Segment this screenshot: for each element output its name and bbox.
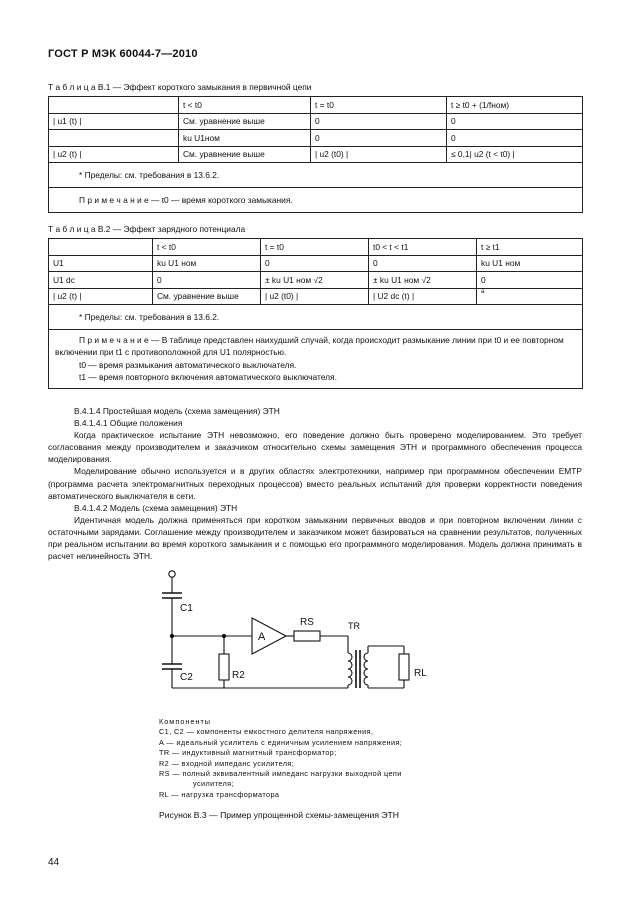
table-note-t1: t1 — время повторного включения автоматического выключателя.	[79, 372, 337, 383]
table-cell: 0	[369, 255, 477, 272]
table-cell: ku U1ном	[179, 130, 311, 147]
legend-item: усилителя;	[193, 779, 234, 789]
label-c2: C2	[180, 672, 193, 683]
table-row	[49, 239, 583, 256]
table-row	[49, 305, 583, 330]
table-cell: | u2 (t0) |	[311, 146, 447, 163]
table-cell: U1	[49, 255, 153, 272]
table-row	[49, 330, 583, 389]
table-row	[49, 130, 583, 147]
table-cell	[49, 130, 179, 147]
table-cell: ± ku U1 ном √2	[261, 272, 369, 289]
body-text	[48, 405, 582, 562]
table-cell: ≤ 0,1| u2 (t < t0) |	[447, 146, 583, 163]
table2-caption: Т а б л и ц а В.2 — Эффект зарядного потенциала	[48, 224, 246, 234]
legend-item: A — идеальный усилитель с единичным усилением напряжения;	[159, 737, 403, 747]
section-heading: В.4.1.4.1 Общие положения	[74, 418, 183, 429]
table1	[48, 96, 583, 213]
table-cell: 0	[311, 130, 447, 147]
table-row	[49, 97, 583, 114]
table-cell: | u2 (t0) |	[261, 288, 369, 305]
label-tr: TR	[348, 621, 360, 631]
label-rl: RL	[414, 668, 427, 679]
transformer-secondary-coil	[364, 653, 368, 685]
input-terminal	[169, 571, 175, 577]
table-cell: U1 dc	[49, 272, 153, 289]
paragraph: Когда практическое испытание ЭТН невозможно, его поведение должно быть проверено моделированием. Это требует согласования между производителем и заказчиком относительно схемы замещения ЭТН и программного обеспечения процесса моделирования.	[48, 430, 582, 465]
circuit-diagram	[150, 566, 440, 711]
table-note	[49, 330, 583, 389]
legend-item: RS — полный эквивалентный импеданс нагрузки выходной цепи	[159, 769, 402, 779]
paragraph: Моделирование обычно используется и в других областях электротехники, например при программном обеспечении EMTP (программа расчета электромагнитных переходных процессов) вместо реальных испытаний для проверки корректности поведения автоматического выключателя в сети.	[48, 466, 582, 501]
table-cell: См. уравнение выше	[179, 146, 311, 163]
resistor-r2	[219, 654, 229, 680]
legend-item: C1, C2 — компоненты емкостного делителя напряжения,	[159, 727, 374, 737]
table1-caption: Т а б л и ц а В.1 — Эффект короткого замыкания в первичной цепи	[48, 82, 312, 92]
table-cell: t ≥ t0 + (1/fном)	[447, 97, 583, 114]
table-note-lead: П р и м е ч а н и е — В таблице представлен наихудший случай, когда происходит размыкание линии при t0 и ее повторном включении при t1 с противоположной для U1 полярностью.	[55, 335, 564, 358]
legend-item: RL — нагрузка трансформатора	[159, 789, 280, 799]
table-footnote: * Пределы: см. требования в 13.6.2.	[49, 163, 583, 188]
table-footnote: * Пределы: см. требования в 13.6.2.	[49, 305, 583, 330]
table2	[48, 238, 583, 389]
table-cell: 0	[153, 272, 261, 289]
page-header: ГОСТ Р МЭК 60044-7—2010	[48, 48, 198, 60]
table-cell: | u2 (t) |	[49, 146, 179, 163]
page-number: 44	[48, 857, 60, 868]
table-cell: 0	[477, 272, 583, 289]
table-cell: | u2 (t) |	[49, 288, 153, 305]
table-cell: 0	[311, 113, 447, 130]
table-cell: ± ku U1 ном √2	[369, 272, 477, 289]
table-cell: ku U1 ном	[153, 255, 261, 272]
table-cell: ku U1 ном	[477, 255, 583, 272]
table-cell: t < t0	[179, 97, 311, 114]
table-cell: t = t0	[261, 239, 369, 256]
table-cell: a	[477, 288, 583, 305]
junction-node	[170, 634, 173, 637]
table-cell: | u1 (t) |	[49, 113, 179, 130]
label-rs: RS	[300, 617, 314, 628]
legend-item: TR — индуктивный магнитный трансформатор;	[159, 748, 337, 758]
table-cell: 0	[261, 255, 369, 272]
resistor-rs	[294, 631, 320, 641]
resistor-rl	[399, 654, 409, 680]
table-cell	[49, 239, 153, 256]
table-row	[49, 163, 583, 188]
table-row	[49, 188, 583, 213]
table-cell: t < t0	[153, 239, 261, 256]
table-cell: См. уравнение выше	[153, 288, 261, 305]
table-row	[49, 146, 583, 163]
label-amp: A	[258, 631, 266, 643]
table-row	[49, 288, 583, 305]
table-row	[49, 272, 583, 289]
table-cell: См. уравнение выше	[179, 113, 311, 130]
table-row	[49, 255, 583, 272]
table-cell: 0	[447, 130, 583, 147]
table-cell: t0 < t < t1	[369, 239, 477, 256]
table-cell: | U2 dc (t) |	[369, 288, 477, 305]
table-note: П р и м е ч а н и е — t0 — время короткого замыкания.	[49, 188, 583, 213]
label-r2: R2	[232, 670, 245, 681]
table-cell: 0	[447, 113, 583, 130]
table-note-t0: t0 — время размыкания автоматического выключателя.	[79, 359, 297, 370]
paragraph: Идентичная модель должна применяться при коротком замыкании первичных вводов и при повторном включении линии с остаточными зарядами. Соглашение между производителем и заказчиком может базироваться на сравнении результатов, полученных при реальном испытании во время короткого замыкания и с помощью его программного моделирования. Модель должна принимать в расчет нелинейность ЭТН.	[48, 514, 582, 562]
section-heading: В.4.1.4 Простейшая модель (схема замещения) ЭТН	[74, 406, 280, 416]
table-cell: t = t0	[311, 97, 447, 114]
section-heading: В.4.1.4.2 Модель (схема замещения) ЭТН	[74, 502, 238, 513]
label-c1: C1	[180, 603, 193, 614]
table-row	[49, 113, 583, 130]
legend-item: R2 — входной импеданс усилителя;	[159, 758, 295, 768]
table-cell	[49, 97, 179, 114]
figure-caption: Рисунок В.3 — Пример упрощенной схемы-замещения ЭТН	[159, 810, 400, 820]
transformer-primary-coil	[348, 653, 352, 685]
table-cell: t ≥ t1	[477, 239, 583, 256]
figure-legend	[159, 717, 402, 800]
legend-title: Компоненты	[159, 717, 212, 726]
